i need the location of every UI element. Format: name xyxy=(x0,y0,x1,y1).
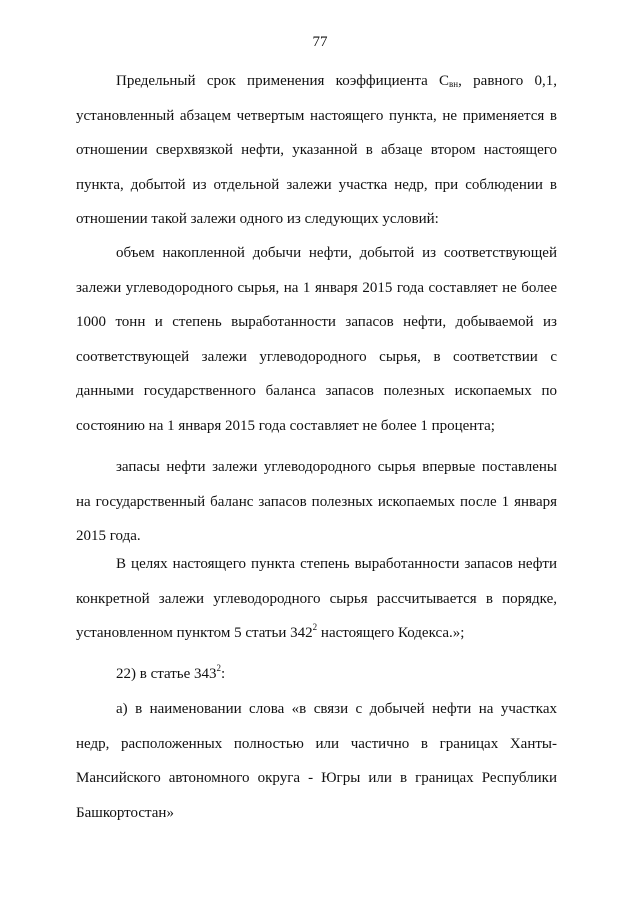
paragraph-condition-reserves-registered: запасы нефти залежи углеводородного сырья впервые поставлены на государственный баланс запасов полезных ископаемых после 1 января 2015 года. xyxy=(76,459,557,544)
article-superscript: 2 xyxy=(312,622,318,632)
paragraph-subitem-a: а) в наименовании слова «в связи с добычей нефти на участках недр, расположенных полностью или частично в границах Ханты-Мансийского автономного округа - Югры или в границах Республики Башкортостан» xyxy=(76,701,557,821)
paragraph-text: В целях настоящего пункта степень выработанности запасов нефти конкретной залежи углеводородного сырья рассчитывается в порядке, установленном пунктом 5 статьи 342 xyxy=(76,556,557,641)
paragraph-text: , равного 0,1, установленный абзацем четвертым настоящего пункта, не применяется в отношении сверхвязкой нефти, указанной в абзаце втором настоящего пункта, добытой из отдельной залежи участка недр, при соблюдении в отношении такой залежи одного из следующих условий: xyxy=(76,73,557,227)
paragraph-text: : xyxy=(221,666,226,682)
paragraph-depletion-definition xyxy=(76,547,557,651)
paragraph-text: Предельный срок применения коэффициента С xyxy=(116,73,450,89)
paragraph-item-22 xyxy=(76,657,557,692)
coefficient-subscript: вн xyxy=(449,79,459,89)
paragraph-condition-accumulated-production: объем накопленной добычи нефти, добытой из соответствующей залежи углеводородного сырья, на 1 января 2015 года составляет не более 1000 тонн и степень выработанности запасов нефти, добываемой из соответствующей залежи углеводородного сырья, в соответствии с данными государственного баланса запасов полезных ископаемых по состоянию на 1 января 2015 года составляет не более 1 процента; xyxy=(76,245,557,434)
page-number: 77 xyxy=(312,34,328,50)
article-superscript: 2 xyxy=(216,663,222,673)
paragraph-text: 22) в статье 343 xyxy=(116,666,217,682)
paragraph-coefficient-term xyxy=(76,64,557,237)
paragraph-text: настоящего Кодекса.»; xyxy=(317,625,465,641)
